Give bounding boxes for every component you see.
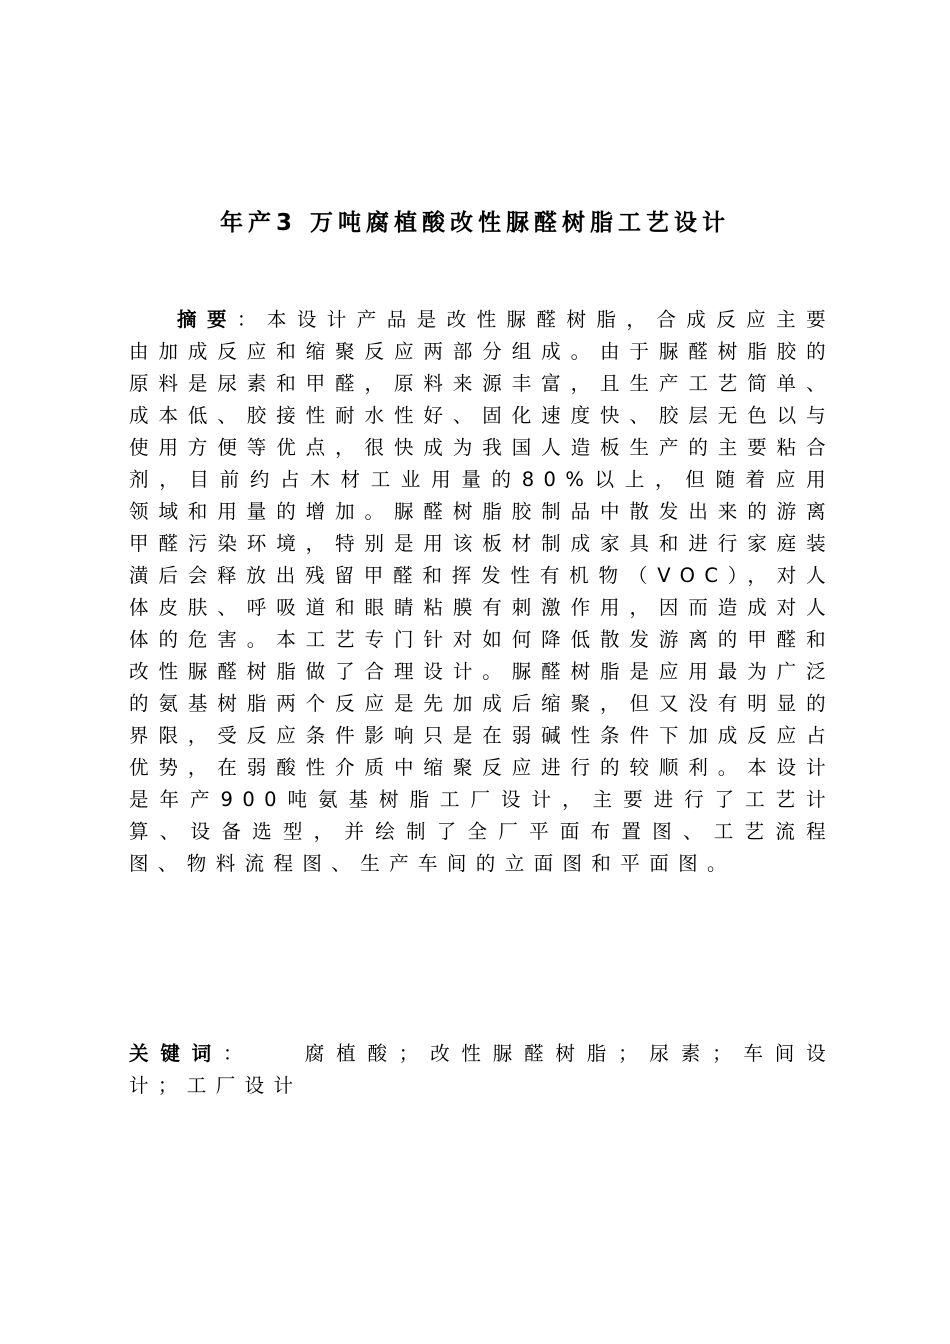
- abstract-colon: ：: [236, 308, 267, 331]
- abstract-text: 本设计产品是改性脲醛树脂，合成反应主要由加成反应和缩聚反应两部分组成。由于脲醛树脂胶的原料是尿素和甲醛，原料来源丰富，且生产工艺简单、成本低、胶接性耐水性好、固化速度快、胶层无色以与使用方便等优点，很快成为我国人造板生产的主要粘合剂，目前约占木材工业用量的80%以上，但随着应用领域和用量的增加。脲醛树脂胶制品中散发出来的游离甲醛污染环境，特别是用该板材制成家具和进行家庭装潢后会释放出残留甲醛和挥发性有机物（VOC），对人体皮肤、呼吸道和眼睛粘膜有刺激作用，因而造成对人体的危害。本工艺专门针对如何降低散发游离的甲醛和改性脲醛树脂做了合理设计。脲醛树脂是应用最为广泛的氨基树脂两个反应是先加成后缩聚，但又没有明显的界限，受反应条件影响只是在弱碱性条件下加成反应占优势，在弱酸性介质中缩聚反应进行的较顺利。本设计是年产900吨氨基树脂工厂设计，主要进行了工艺计算、设备选型，并绘制了全厂平面布置图、工艺流程图、物料流程图、生产车间的立面图和平面图。: [129, 308, 835, 875]
- document-title: 年产3 万吨腐植酸改性脲醛树脂工艺设计: [219, 210, 730, 236]
- keywords-label: 关键词: [129, 1042, 223, 1065]
- keywords-paragraph: [129, 1038, 835, 1102]
- abstract-label: 摘要: [177, 308, 237, 331]
- keywords-text: 腐植酸；改性脲醛树脂；尿素；车间设计；工厂设计: [129, 1042, 835, 1097]
- abstract-paragraph: [129, 304, 835, 880]
- keywords-colon: ：: [223, 1042, 255, 1065]
